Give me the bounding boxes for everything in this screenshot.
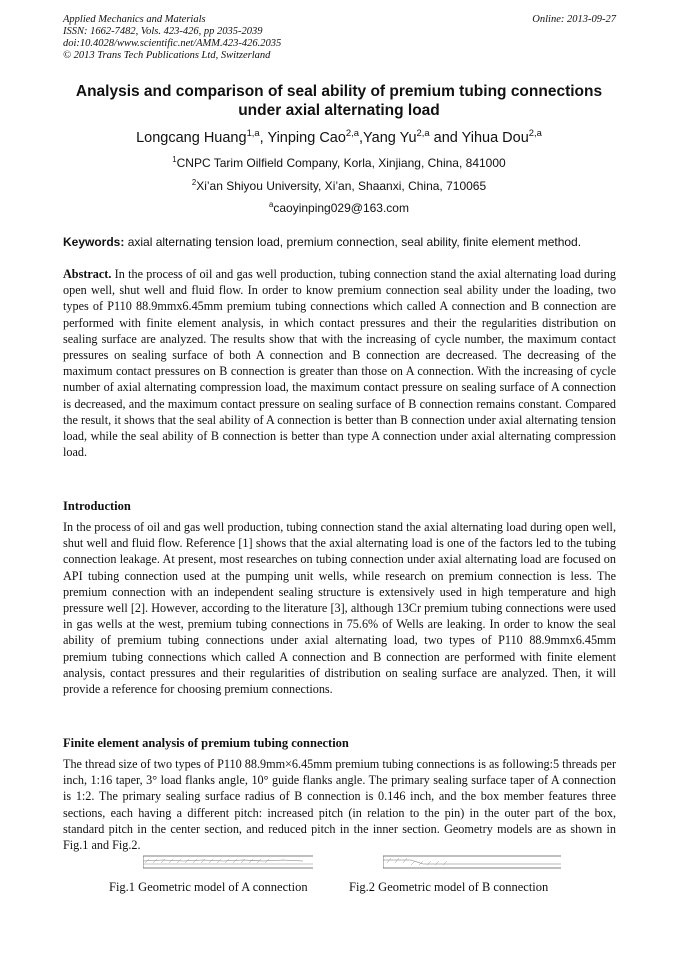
- email-text: caoyinping029@163.com: [273, 201, 409, 215]
- author-name: Longcang Huang: [136, 130, 247, 146]
- figure-1-caption: Fig.1 Geometric model of A connection: [109, 880, 308, 894]
- title-line-2: under axial alternating load: [238, 102, 440, 119]
- affiliation-1: [50, 156, 628, 170]
- author-separator: ,: [359, 130, 364, 146]
- author-name: Yihua Dou: [461, 130, 529, 146]
- affiliation-mark: a: [269, 200, 274, 209]
- figure-2-connection-b: [383, 855, 561, 869]
- author-affiliation-mark: 2,a: [528, 127, 542, 139]
- copyright-line: © 2013 Trans Tech Publications Ltd, Switzerland: [63, 50, 271, 61]
- abstract-label: Abstract.: [63, 267, 112, 281]
- keywords-text: axial alternating tension load, premium connection, seal ability, finite element method.: [127, 235, 582, 249]
- affiliation-2: [50, 179, 628, 193]
- journal-header: [63, 14, 281, 62]
- fea-heading: Finite element analysis of premium tubing connection: [63, 736, 349, 750]
- author-list: [50, 129, 628, 147]
- fea-text: The thread size of two types of P110 88.9mm×6.45mm premium tubing connections is as following:5 threads per inch, 1:16 taper, 3° load flanks angle, 10° guide flanks angle. The primary sealing surface taper of A connection is 1:2. The primary sealing surface radius of B connection is 0.146 inch, and the box member features three sections, each having a different pitch: increased pitch (in relation to the pin) in the outer part of the box, standard pitch in the center section, and reduced pitch in the inner section. Geometry models are as shown in Fig.1 and Fig.2.: [63, 757, 616, 853]
- abstract: [63, 266, 616, 460]
- affiliation-mark: 2: [191, 178, 197, 187]
- abstract-text: In the process of oil and gas well production, tubing connection stand the axial alternating load during open well, shut well and fluid flow. In order to know premium connection seal ability under the loading, two types of P110 88.9mmx6.45mm premium tubing connections which called A connection and B connection are performed with finite element analysis, in which contact pressures and their the regularities distribution on sealing surface are analyzed. The results show that with the increasing of cycle number, the maximum contact pressures on sealing surface of both A connection and B connection are decreased. The decreasing of the maximum contact pressures on B connection is greater than those on A connection. With the increasing of cycle number of axial alternating compression load, the maximum contact pressure on sealing surface of A connection is decreased, and the maximum contact pressure on sealing surface of B connection remains constant. Compared the result, it shows that the seal ability of A connection is better than B connection under axial alternating tension load, while the seal ability of B connection is better than type A connection under axial alternating compression load.: [63, 267, 616, 460]
- author-affiliation-mark: 2,a: [345, 127, 359, 139]
- figure-2-caption: Fig.2 Geometric model of B connection: [349, 880, 549, 894]
- author-affiliation-mark: 2,a: [416, 127, 430, 139]
- title-line-1: Analysis and comparison of seal ability of premium tubing connections: [75, 83, 603, 100]
- figure-1-connection-a: [143, 855, 313, 869]
- online-date: Online: 2013-09-27: [532, 14, 616, 25]
- affiliation-text: CNPC Tarim Oilfield Company, Korla, Xinjiang, China, 841000: [176, 156, 506, 170]
- author-affiliation-mark: 1,a: [246, 127, 260, 139]
- contact-email: [50, 201, 628, 215]
- keywords-label: Keywords:: [63, 235, 125, 249]
- author-name: Yang Yu: [363, 130, 417, 146]
- introduction-heading: Introduction: [63, 499, 131, 513]
- doi-line: doi:10.4028/www.scientific.net/AMM.423-426.2035: [63, 38, 282, 49]
- journal-name: Applied Mechanics and Materials: [63, 14, 206, 25]
- keywords: [63, 235, 616, 250]
- author-separator: and: [429, 130, 462, 146]
- author-name: Yinping Cao: [267, 130, 346, 146]
- affiliation-text: Xi’an Shiyou University, Xi’an, Shaanxi, China, 710065: [196, 179, 487, 193]
- affiliation-mark: 1: [172, 155, 177, 164]
- introduction-text: In the process of oil and gas well production, tubing connection stand the axial alternating load during open well, shut well and fluid flow. Reference [1] shows that the axial alternating load is one of the factors led to the tubing connection leakage. At present, most researches on tubing connection under axial alternating load are focused on API tubing connection used at the pumping unit wells, while research on premium connection is less. The premium connection with an independent sealing structure is extensively used in high temperature and high pressure well [2]. However, according to the literature [3], although 13Cr premium tubing connections were used in gas wells at the west, premium tubing connections in 75.6% of Wells are leaking. In order to know the seal ability of premium tubing connections under axial alternating load, two types of P110 88.9mmx6.45mm premium tubing connections which called A connection and B connection are performed with finite element analysis, contact pressures and their regularities of distribution on sealing surface are analyzed. Then, it will provide a reference for choosing premium connections.: [63, 520, 616, 697]
- author-separator: ,: [259, 130, 268, 146]
- paper-title: [50, 82, 628, 120]
- issn-line: ISSN: 1662-7482, Vols. 423-426, pp 2035-2039: [63, 26, 263, 37]
